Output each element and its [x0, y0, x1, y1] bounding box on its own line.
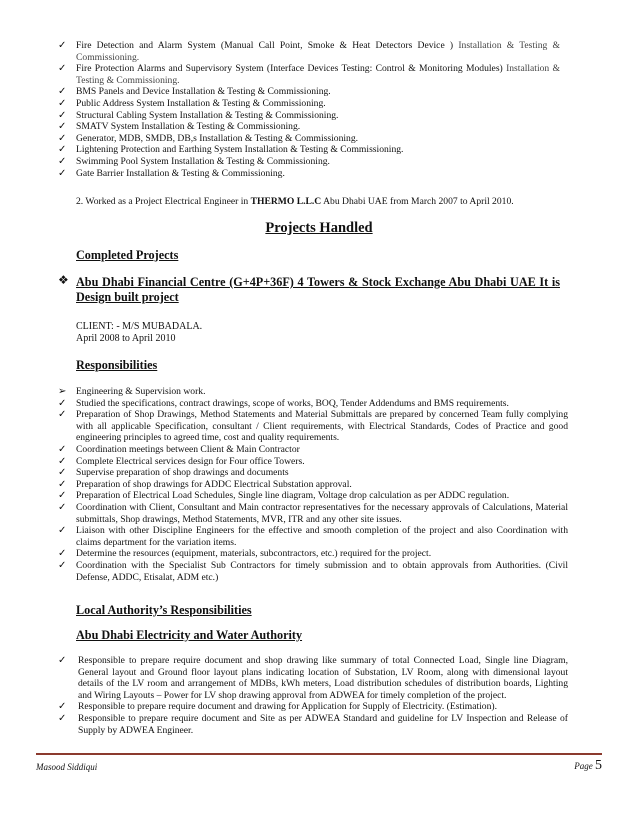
checkmark-icon: ✓	[58, 478, 67, 490]
list-item-text	[76, 40, 560, 63]
list-item	[58, 456, 568, 468]
list-item-text	[76, 156, 560, 168]
page-number: 5	[595, 758, 602, 773]
list-item	[58, 133, 560, 145]
list-item-text	[76, 386, 568, 398]
checkmark-icon: ✓	[58, 409, 67, 421]
footer-author: Masood Siddiqui	[36, 762, 98, 772]
item-text: Determine the resources (equipment, materials, subcontractors, etc.) required for the project.	[76, 548, 432, 560]
checkmark-icon: ✓	[58, 155, 67, 167]
item-text: Swimming Pool System Installation & Testing & Commissioning.	[76, 155, 330, 167]
list-item-text	[76, 479, 568, 491]
list-item	[58, 86, 560, 98]
list-item	[58, 168, 560, 180]
list-item-text	[76, 398, 568, 410]
item-text: Coordination with the Specialist Sub Contractors for timely submission and to obtain approvals from Authorities. (Civil Defense, ADDC, Etisalat, ADM etc.)	[76, 559, 568, 583]
list-item	[58, 409, 568, 444]
item-text: Gate Barrier Installation & Testing & Commissioning.	[76, 167, 285, 179]
list-item-text	[76, 168, 560, 180]
list-item-text	[76, 502, 568, 525]
list-item	[58, 398, 568, 410]
employment-line	[76, 196, 566, 207]
list-item	[58, 467, 568, 479]
adwea-heading: Abu Dhabi Electricity and Water Authority	[76, 628, 303, 642]
list-item-text	[78, 701, 568, 713]
list-item	[58, 525, 568, 548]
checkmark-icon: ✓	[58, 109, 67, 121]
checkmark-icon: ✓	[58, 63, 67, 75]
installation-list	[58, 40, 560, 179]
checkmark-icon: ✓	[58, 97, 67, 109]
list-item-text	[76, 444, 568, 456]
checkmark-icon: ✓	[58, 167, 67, 179]
checkmark-icon: ✓	[58, 548, 67, 560]
item-text: SMATV System Installation & Testing & Commissioning.	[76, 121, 301, 133]
list-item	[58, 444, 568, 456]
completed-projects-heading: Completed Projects	[76, 248, 179, 262]
list-item-text	[76, 144, 560, 156]
list-item	[58, 713, 568, 736]
item-text: Responsible to prepare require document and shop drawing like summary of total Connected Load, Single line Diagram, General layout and Ground floor layout plans indicating location of Substation, LV Room, along with dimensional layout details of the LV room and arrangement of MDBs, kWh meters, Load distribution schedules of distribution boards, Lighting and Wiring Layouts – Power for LV shop drawing approval from ADWEA for timely completion of the project.	[78, 655, 568, 701]
item-text: Lightening Protection and Earthing System Installation & Testing & Commissioning.	[76, 144, 404, 156]
employment-prefix: 2. Worked as a Project Electrical Engineer in	[76, 196, 251, 207]
item-text: Liaison with other Discipline Engineers for the effective and smooth completion of the project and also Coordination with claims department for the variation items.	[76, 525, 568, 548]
checkmark-icon: ✓	[58, 144, 67, 156]
list-item-text	[76, 110, 560, 122]
local-authority-heading: Local Authority’s Responsibilities	[76, 603, 252, 617]
client-name: CLIENT: - M/S MUBADALA.	[76, 321, 203, 332]
checkmark-icon: ✓	[58, 397, 67, 409]
list-item-text	[76, 525, 568, 548]
list-item	[58, 655, 568, 701]
item-text: Studied the specifications, contract drawings, scope of works, BOQ, Tender Addendums and BMS requirements.	[76, 397, 509, 409]
list-item-text	[76, 133, 560, 145]
list-item	[58, 110, 560, 122]
item-text: Coordination meetings between Client & Main Contractor	[76, 443, 300, 455]
project-title: Abu Dhabi Financial Centre (G+4P+36F) 4 Towers & Stock Exchange Abu Dhabi UAE It is Design built project	[76, 275, 560, 304]
item-text: Generator, MDB, SMDB, DB,s Installation & Testing & Commissioning.	[76, 132, 359, 144]
list-item	[58, 98, 560, 110]
responsibilities-list	[58, 386, 568, 583]
list-item-text	[76, 98, 560, 110]
checkmark-icon: ✓	[58, 121, 67, 133]
checkmark-icon: ✓	[58, 655, 67, 666]
checkmark-icon: ✓	[58, 443, 67, 455]
list-item	[58, 502, 568, 525]
list-item-text	[76, 548, 568, 560]
checkmark-icon: ✓	[58, 525, 67, 537]
checkmark-icon: ✓	[58, 86, 67, 98]
project-item	[58, 275, 560, 305]
list-item	[58, 63, 560, 86]
list-item-text	[76, 456, 568, 468]
list-item	[58, 560, 568, 583]
page-label: Page	[574, 761, 595, 771]
list-item-text	[76, 467, 568, 479]
diamond-bullet-icon: ❖	[58, 273, 69, 287]
item-text: Preparation of shop drawings for ADDC Electrical Substation approval.	[76, 478, 352, 490]
item-text: Responsible to prepare require document and Site as per ADWEA Standard and guideline for LV Inspection and Release of Supply by ADWEA Engineer.	[78, 712, 568, 736]
list-item-text	[76, 86, 560, 98]
list-item	[58, 479, 568, 491]
arrow-bullet-icon: ➢	[58, 386, 67, 397]
client-block	[76, 321, 202, 345]
list-item-text	[76, 490, 568, 502]
list-item-text	[78, 713, 568, 736]
item-text: Fire Protection Alarms and Supervisory System (Interface Devices Testing: Control & Monitoring Modules)	[76, 63, 503, 75]
item-text: Complete Electrical services design for Four office Towers.	[76, 455, 305, 467]
footer-divider	[36, 753, 602, 755]
responsibilities-heading: Responsibilities	[76, 358, 158, 372]
item-text: BMS Panels and Device Installation & Testing & Commissioning.	[76, 86, 331, 98]
list-item	[58, 156, 560, 168]
item-text: Responsible to prepare require document and drawing for Application for Supply of Electricity. (Estimation).	[78, 701, 497, 713]
item-text: Engineering & Supervision work.	[76, 386, 206, 397]
list-item	[58, 548, 568, 560]
list-item	[58, 386, 568, 398]
item-text: Coordination with Client, Consultant and Main contractor representatives for the necessary approvals of Calculations, Material submittals, Shop drawings, Method Statements, MVR, ITR and any other site issues.	[76, 501, 568, 525]
employment-suffix: Abu Dhabi UAE from March 2007 to April 2010.	[321, 196, 514, 207]
item-text: Structural Cabling System Installation & Testing & Commissioning.	[76, 109, 339, 121]
checkmark-icon: ✓	[58, 712, 67, 724]
item-text: Fire Detection and Alarm System (Manual Call Point, Smoke & Heat Detectors Device )	[76, 40, 454, 51]
list-item	[58, 144, 560, 156]
item-text: Supervise preparation of shop drawings and documents	[76, 467, 289, 479]
checkmark-icon: ✓	[58, 467, 67, 479]
list-item-text	[78, 655, 568, 701]
item-tail-text: Installation & Testing & Commissioning.	[76, 40, 560, 63]
checkmark-icon: ✓	[58, 559, 67, 571]
adwea-list	[58, 655, 568, 736]
company-name: THERMO L.L.C	[250, 196, 322, 207]
checkmark-icon: ✓	[58, 701, 67, 713]
list-item	[58, 121, 560, 133]
list-item-text	[76, 63, 560, 86]
checkmark-icon: ✓	[58, 501, 67, 513]
footer-page	[574, 758, 602, 774]
checkmark-icon: ✓	[58, 40, 67, 51]
checkmark-icon: ✓	[58, 455, 67, 467]
item-text: Public Address System Installation & Testing & Commissioning.	[76, 97, 326, 109]
list-item-text	[76, 409, 568, 444]
item-text: Preparation of Shop Drawings, Method Statements and Material Submittals are prepared by concerned Team fully complying with all applicable Specification, consultant / Client requirements, with Electrical Standards, Codes of Practice and good engineering principles to agreed time, cost and quality requirements.	[76, 409, 568, 444]
section-title: Projects Handled	[265, 220, 373, 236]
checkmark-icon: ✓	[58, 490, 67, 502]
list-item	[58, 701, 568, 713]
list-item-text	[76, 560, 568, 583]
list-item-text	[76, 121, 560, 133]
checkmark-icon: ✓	[58, 132, 67, 144]
item-tail-text: Installation & Testing & Commissioning.	[76, 63, 560, 86]
item-text: Preparation of Electrical Load Schedules, Single line diagram, Voltage drop calculation as per ADDC regulation.	[76, 490, 510, 502]
list-item	[58, 490, 568, 502]
list-item	[58, 40, 560, 63]
project-duration: April 2008 to April 2010	[76, 333, 176, 345]
